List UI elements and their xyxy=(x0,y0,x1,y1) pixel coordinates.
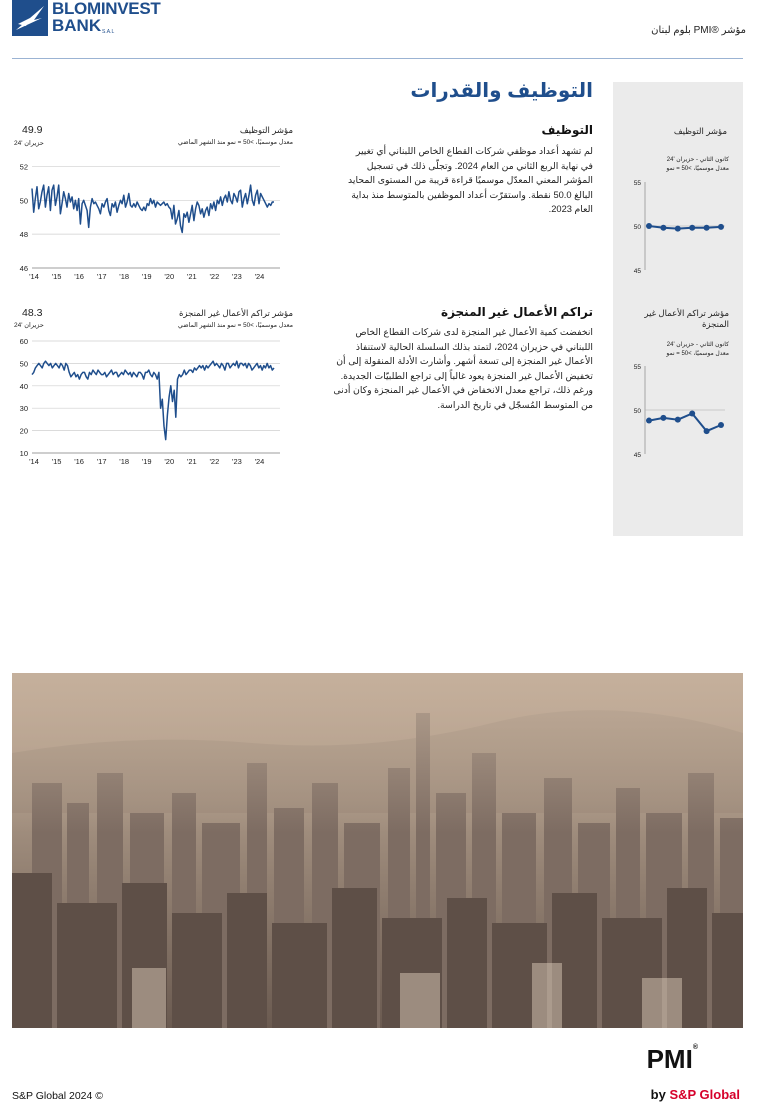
y-tick-label: 52 xyxy=(19,162,28,172)
x-tick-label: '23 xyxy=(232,457,242,466)
sidebar-backlogs-period: كانون الثاني - حزيران '24 xyxy=(666,342,729,348)
y-tick-label: 50 xyxy=(19,196,28,206)
backlogs-chart-title: مؤشر تراكم الأعمال غير المنجزة xyxy=(178,308,293,318)
y-tick-label: 30 xyxy=(19,404,28,414)
sidebar-backlogs-note: معدل موسميًا، >50 = نمو xyxy=(666,351,729,357)
x-tick-label: '18 xyxy=(119,272,130,281)
x-tick-label: '17 xyxy=(96,272,107,281)
backlogs-chart-note: معدل موسميًا، >50 = نمو منذ الشهر الماضي xyxy=(177,322,293,329)
employment-chart-title: مؤشر التوظيف xyxy=(239,125,293,135)
data-point xyxy=(646,223,652,229)
x-tick-label: '21 xyxy=(186,457,197,466)
brand-line1: BLOMINVEST xyxy=(52,0,161,18)
y-tick-label: 60 xyxy=(19,337,28,346)
brand-suffix: S.A.L xyxy=(102,29,115,35)
data-point xyxy=(689,411,695,417)
y-tick-label: 20 xyxy=(19,426,28,436)
x-tick-label: '19 xyxy=(141,272,152,281)
data-point xyxy=(675,417,681,423)
data-point xyxy=(675,226,681,232)
y-tick-label: 55 xyxy=(633,364,641,371)
y-tick-label: 48 xyxy=(19,230,28,240)
employment-chart-note: معدل موسميًا، >50 = نمو منذ الشهر الماضي xyxy=(177,139,293,146)
x-tick-label: '14 xyxy=(29,272,39,281)
sidebar-employment-title: مؤشر التوظيف xyxy=(673,126,727,136)
y-tick-label: 50 xyxy=(19,359,28,369)
backlogs-latest-date: حزيران '24 xyxy=(14,322,44,329)
y-tick-label: 50 xyxy=(633,224,641,231)
city-skyline-photo xyxy=(12,673,743,1028)
data-point xyxy=(646,418,652,424)
y-tick-label: 45 xyxy=(633,268,641,275)
employment-latest-value: 49.9 xyxy=(22,124,43,136)
x-tick-label: '23 xyxy=(232,272,242,281)
backlogs-body: انخفضت كمية الأعمال غير المنجزة لدى شركات القطاع الخاص اللبناني في حزيران 2024، لتمتد بذلك السلسلة الحالية لاستنفاذ الأعمال غير المنجزة إلى تسعة أشهر. وأشارت الأدلة المنقولة إلى أن تخفيض الأعمال غير المنجزة يعود غالباً إلى تراجع الطلبيّات الجديدة. ورغم ذلك، تراجع معدل الانخفاض في الأعمال غير المنجزة وكان أدنى من المتوسط المُسجّل في تاريخ الدراسة. xyxy=(333,327,593,410)
blominvest-logo xyxy=(12,0,187,42)
bird-logo-icon xyxy=(12,0,50,38)
data-point xyxy=(660,415,666,421)
sidebar-backlogs-chart xyxy=(627,360,737,460)
x-tick-label: '16 xyxy=(74,457,84,466)
x-tick-label: '20 xyxy=(164,272,175,281)
pmi-logo-text: PMI xyxy=(646,1044,693,1074)
backlogs-heading: تراكم الأعمال غير المنجزة xyxy=(440,305,593,319)
series-line xyxy=(32,185,274,232)
x-tick-label: '15 xyxy=(51,457,62,466)
backlogs-line-chart xyxy=(10,333,295,471)
y-tick-label: 45 xyxy=(633,452,641,459)
x-tick-label: '17 xyxy=(96,457,107,466)
y-tick-label: 50 xyxy=(633,408,641,415)
employment-heading: التوظيف xyxy=(541,123,593,137)
sidebar-employment-note: معدل موسميًا، >50 = نمو xyxy=(666,166,729,172)
x-tick-label: '18 xyxy=(119,457,130,466)
x-tick-label: '16 xyxy=(74,272,84,281)
x-tick-label: '15 xyxy=(51,272,62,281)
employment-latest-date: حزيران '24 xyxy=(14,140,44,147)
x-tick-label: '24 xyxy=(254,272,265,281)
data-point xyxy=(689,225,695,231)
brand-line2: BANK xyxy=(52,16,102,35)
data-point xyxy=(660,225,666,231)
x-tick-label: '24 xyxy=(254,457,265,466)
skyline-illustration xyxy=(12,673,743,1028)
header-divider xyxy=(12,58,743,59)
x-tick-label: '20 xyxy=(164,457,175,466)
sidebar-employment-chart xyxy=(627,176,737,276)
data-point xyxy=(704,428,710,434)
pmi-registered-mark: ® xyxy=(692,1044,698,1051)
sidebar-panel xyxy=(613,82,743,536)
y-tick-label: 55 xyxy=(633,180,641,187)
x-tick-label: '14 xyxy=(29,457,39,466)
y-tick-label: 40 xyxy=(19,381,28,391)
report-title: مؤشر ®PMI بلوم لبنان xyxy=(651,25,746,36)
y-tick-label: 10 xyxy=(19,449,28,458)
sidebar-backlogs-title: مؤشر تراكم الأعمال غير المنجزة xyxy=(644,308,729,329)
data-point xyxy=(704,225,710,231)
x-tick-label: '19 xyxy=(141,457,152,466)
x-tick-label: '22 xyxy=(209,272,220,281)
by-text: by xyxy=(650,1087,666,1102)
series-line xyxy=(649,226,721,229)
y-tick-label: 46 xyxy=(19,264,28,273)
sp-global-logo xyxy=(651,1087,740,1102)
backlogs-latest-value: 48.3 xyxy=(22,307,43,319)
employment-body: لم تشهد أعداد موظفي شركات القطاع الخاص اللبناني أي تغيير في نهاية الربع الثاني من العام 2024. وتجلّى ذلك في تسجيل المؤشر المعني المعدّل موسميًا قراءة قريبة من المستوى المحايد البالغ 50.0 نقطة. واستقرّت أعداد الموظفين بالمتوسط منذ بداية العام 2023. xyxy=(348,146,593,214)
x-tick-label: '22 xyxy=(209,457,220,466)
employment-line-chart xyxy=(10,150,295,288)
sp-global-text: S&P Global xyxy=(669,1087,740,1102)
sidebar-employment-period: كانون الثاني - حزيران '24 xyxy=(666,157,729,163)
pmi-logo xyxy=(647,1044,698,1075)
series-line xyxy=(32,361,274,439)
data-point xyxy=(718,224,724,230)
series-line xyxy=(649,414,721,432)
x-tick-label: '21 xyxy=(186,272,197,281)
data-point xyxy=(718,422,724,428)
section-title: التوظيف والقدرات xyxy=(410,80,593,102)
copyright: S&P Global 2024 © xyxy=(12,1090,104,1102)
